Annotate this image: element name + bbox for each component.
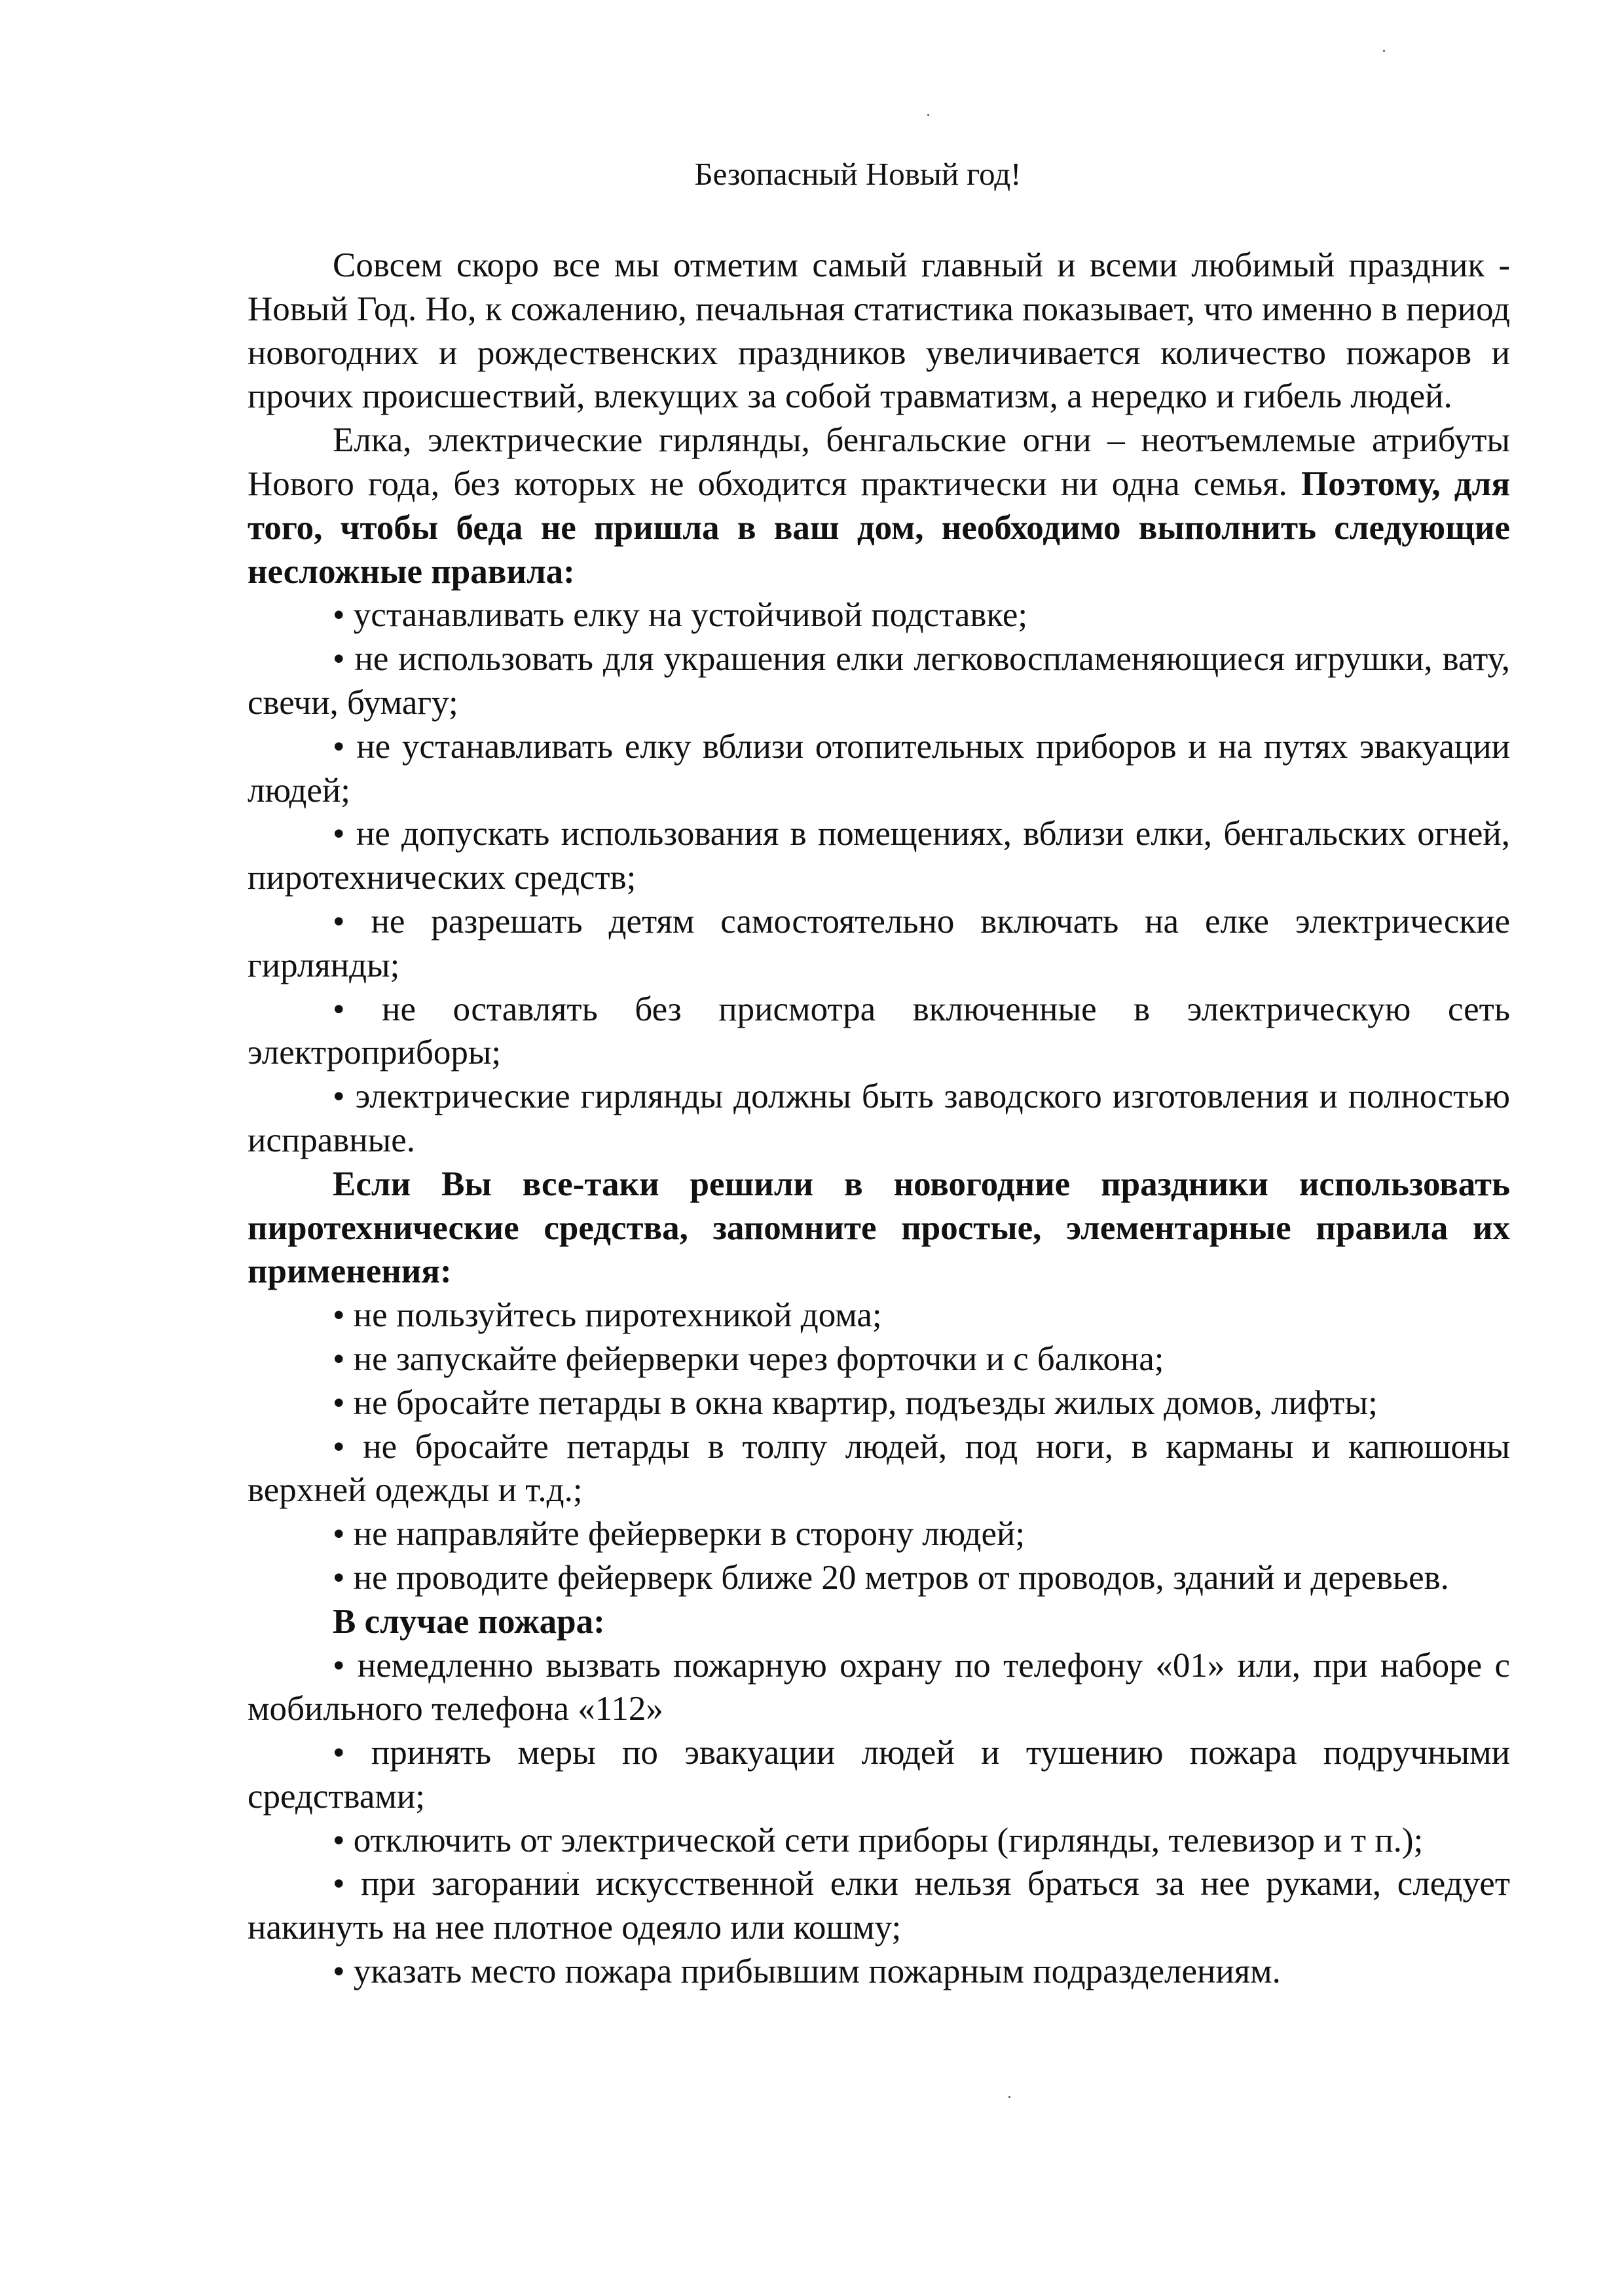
- list-item: • не допускать использования в помещениях, вблизи елки, бенгальских огней, пиротехнических средств;: [248, 815, 1510, 897]
- scan-speck: [927, 114, 929, 116]
- list-item: • не разрешать детям самостоятельно включать на елке электрические гирлянды;: [248, 902, 1510, 984]
- list-item: • не пользуйтесь пиротехникой дома;: [333, 1296, 882, 1335]
- scan-speck: [1008, 2096, 1010, 2098]
- tree-paragraph-text: Елка, электрические гирлянды, бенгальские огни – неотъемлемые атрибуты Нового года, без которых не обходится практически ни одна семья.: [248, 421, 1510, 503]
- list-item: • немедленно вызвать пожарную охрану по телефону «01» или, при наборе с мобильного телефона «112»: [248, 1646, 1510, 1728]
- list-item: • не использовать для украшения елки легковоспламеняющиеся игрушки, вату, свечи, бумагу;: [248, 640, 1510, 722]
- list-item: • не оставлять без присмотра включенные в электрическую сеть электроприборы;: [248, 990, 1510, 1072]
- document-title: Безопасный Новый год!: [694, 156, 1022, 192]
- pyro-rules-list: [248, 1294, 1510, 1600]
- list-item: • не бросайте петарды в толпу людей, под ноги, в карманы и капюшоны верхней одежды и т.д.;: [248, 1427, 1510, 1510]
- list-item: • при загорании искусственной елки нельзя браться за нее руками, следует накинуть на нее плотное одеяло или кошму;: [248, 1865, 1510, 1947]
- list-item: • отключить от электрической сети приборы (гирлянды, телевизор и т п.);: [333, 1821, 1424, 1859]
- list-item: • не проводите фейерверк ближе 20 метров от проводов, зданий и деревьев.: [333, 1558, 1449, 1597]
- pyro-heading: Если Вы все-таки решили в новогодние праздники использовать пиротехнические средства, запомните простые, элементарные правила их применения:: [248, 1165, 1510, 1291]
- tree-rules-list: [248, 593, 1510, 1162]
- list-item: • электрические гирлянды должны быть заводского изготовления и полностью исправные.: [248, 1077, 1510, 1159]
- list-item: • принять меры по эвакуации людей и тушению пожара подручными средствами;: [248, 1734, 1510, 1816]
- list-item: • устанавливать елку на устойчивой подставке;: [333, 596, 1028, 635]
- list-item: • не запускайте фейерверки через форточки и с балкона;: [333, 1339, 1164, 1378]
- list-item: • не устанавливать елку вблизи отопительных приборов и на путях эвакуации людей;: [248, 727, 1510, 810]
- list-item: • не бросайте петарды в окна квартир, подъезды жилых домов, лифты;: [333, 1383, 1378, 1422]
- fire-rules-list: [248, 1644, 1510, 1994]
- document-body: [248, 244, 1510, 1994]
- fire-heading: В случае пожара:: [333, 1602, 605, 1641]
- tree-paragraph-emphasis: Поэтому, для того, чтобы беда не пришла в ваш дом, необходимо выполнить следующие несложные правила:: [248, 464, 1510, 591]
- intro-paragraph: Совсем скоро все мы отметим самый главный и всеми любимый праздник - Новый Год. Но, к сожалению, печальная статистика показывает, что именно в период новогодних и рождественских праздников увеличивается количество пожаров и прочих происшествий, влекущих за собой травматизм, а нередко и гибель людей.: [248, 246, 1510, 416]
- list-item: • не направляйте фейерверки в сторону людей;: [333, 1515, 1025, 1554]
- tree-paragraph: [248, 419, 1510, 593]
- scan-speck: [1383, 50, 1385, 52]
- list-item: • указать место пожара прибывшим пожарным подразделениям.: [333, 1952, 1281, 1991]
